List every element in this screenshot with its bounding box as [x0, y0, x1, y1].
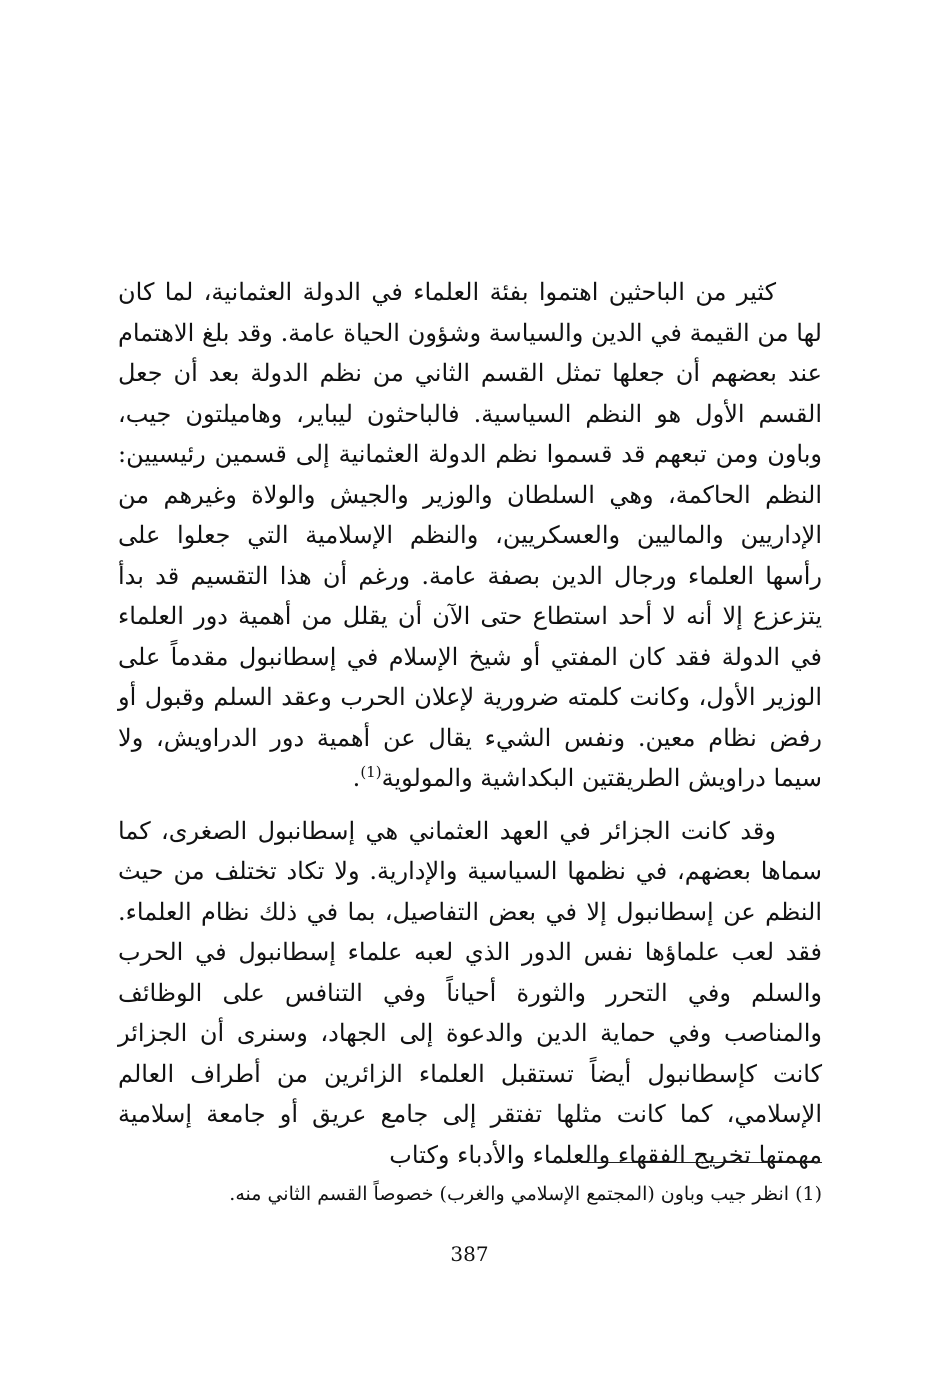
paragraph-2: وقد كانت الجزائر في العهد العثماني هي إسطانبول الصغرى، كما سماها بعضهم، في نظمها السياسية والإدارية. ولا تكاد تختلف من حيث النظم عن إسطانبول إلا في بعض التفاصيل، بما في ذلك نظام العلماء. فقد لعب علماؤها نفس الدور الذي لعبه علماء إسطانبول في الحرب والسلم وفي التحرر والثورة أحياناً وفي التنافس على الوظائف والمناصب وفي حماية الدين والدعوة إلى الجهاد، وسنرى أن الجزائر كانت كإسطانبول أيضاً تستقبل العلماء الزائرين من أطراف العالم الإسلامي، كما كانت مثلها تفتقر إلى جامع عريق أو جامعة إسلامية مهمتها تخريج الفقهاء والعلماء والأدباء وكتاب — [118, 816, 822, 1169]
page-number: 387 — [450, 1242, 489, 1266]
main-text — [118, 272, 822, 1175]
paragraph-1 — [118, 272, 822, 799]
footnote-separator — [581, 1162, 822, 1163]
footnote-1: (1) انظر جيب وباون (المجتمع الإسلامي والغرب) خصوصاً القسم الثاني منه. — [229, 1183, 822, 1205]
paragraph-1-text: كثير من الباحثين اهتموا بفئة العلماء في الدولة العثمانية، لما كان لها من القيمة في الدين والسياسة وشؤون الحياة عامة. وقد بلغ الاهتمام عند بعضهم أن جعلها تمثل القسم الثاني من نظم الدولة بعد أن جعل القسم الأول هو النظم السياسية. فالباحثون ليباير، وهاميلتون جيب، وباون ومن تبعهم قد قسموا نظم الدولة العثمانية إلى قسمين رئيسيين: النظم الحاكمة، وهي السلطان والوزير والجيش والولاة وغيرهم من الإداريين والماليين والعسكريين، والنظم الإسلامية التي جعلوا على رأسها العلماء ورجال الدين بصفة عامة. ورغم أن هذا التقسيم قد بدأ يتزعزع إلا أنه لا أحد استطاع حتى الآن أن يقلل من أهمية دور العلماء في الدولة فقد كان المفتي أو شيخ الإسلام في إسطانبول مقدماً على الوزير الأول، وكانت كلمته ضرورية لإعلان الحرب وعقد السلم وقبول أو رفض نظام معين. ونفس الشيء يقال عن أهمية دور الدراويش، ولا سيما دراويش الطريقتين البكداشية والمولوية — [118, 278, 823, 792]
paragraph-1-end: . — [352, 764, 361, 792]
footnote-reference: (1) — [360, 763, 382, 781]
